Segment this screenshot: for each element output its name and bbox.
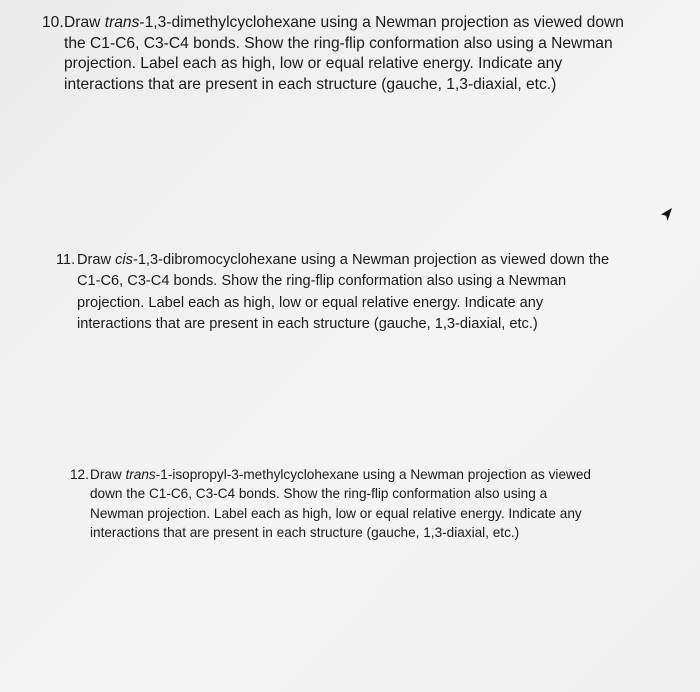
question-number: 12. (70, 467, 89, 482)
question-text (64, 13, 632, 95)
stereo-prefix: trans (125, 467, 156, 482)
stereo-prefix: cis (115, 252, 133, 268)
mouse-pointer-icon (658, 206, 676, 224)
question-body: -1-isopropyl-3-methylcyclohexane using a Newman projection as viewed down the C1-C6, C3-C4 bonds. Show the ring-flip conformation also using a Newman projection. Label each as high, low or equal relative energy. Indicate any interactions that are present in each structure (gauche, 1,3-diaxial, etc.) (90, 467, 591, 540)
question-12 (70, 465, 595, 542)
question-verb: Draw (90, 467, 126, 482)
question-number: 10. (42, 14, 64, 31)
question-10 (42, 13, 632, 95)
stereo-prefix: trans (104, 14, 140, 31)
question-text (77, 250, 616, 335)
question-body: -1,3-dibromocyclohexane using a Newman projection as viewed down the C1-C6, C3-C4 bonds. Show the ring-flip conformation also using a Newman projection. Label each as high, low or equal relative energy. Indicate any interactions that are present in each structure (gauche, 1,3-diaxial, etc.) (77, 252, 610, 332)
question-verb: Draw (64, 14, 105, 31)
question-11 (56, 250, 616, 335)
question-number: 11. (56, 252, 76, 268)
question-body: -1,3-dimethylcyclohexane using a Newman projection as viewed down the C1-C6, C3-C4 bonds. Show the ring-flip conformation also using a Newman projection. Label each as high, low or equal relative energy. Indicate any interactions that are present in each structure (gauche, 1,3-diaxial, etc.) (64, 14, 624, 93)
question-text (90, 465, 595, 542)
question-verb: Draw (77, 252, 116, 268)
